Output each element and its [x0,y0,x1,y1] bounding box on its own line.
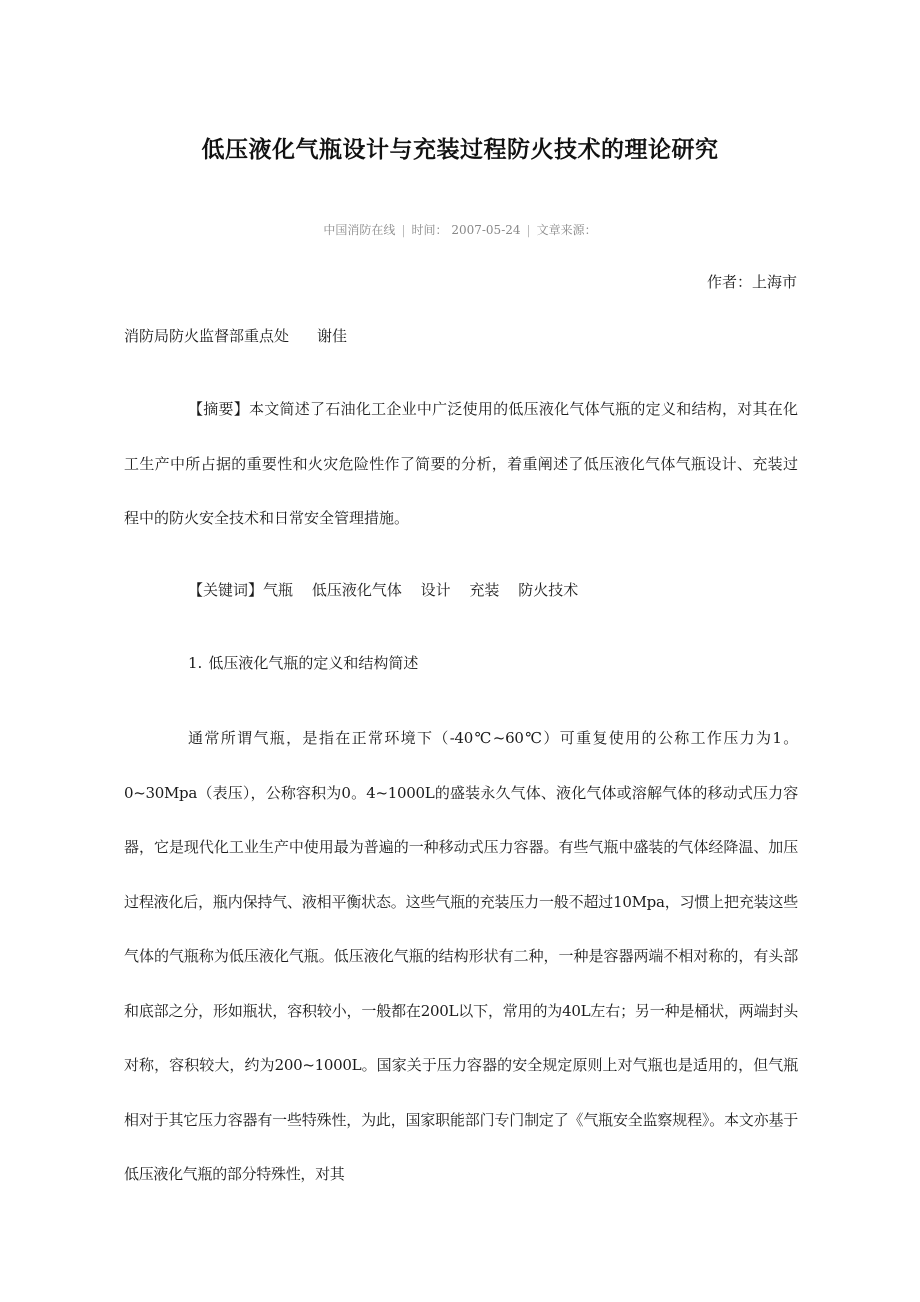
keywords-label: 【关键词】 [188,581,264,599]
keyword: 气瓶 [263,581,294,599]
keyword: 设计 [420,581,451,599]
keywords [188,579,592,600]
abstract: 【摘要】本文简述了石油化工企业中广泛使用的低压液化气体气瓶的定义和结构，对其在化工生产中所占据的重要性和火灾危险性作了简要的分析，着重阐述了低压液化气体气瓶设计、充装过程中的防火安全技术和日常安全管理措施。 [124,400,798,527]
meta-separator: | [526,223,531,237]
section-number: 1. [188,654,203,672]
article-meta [0,221,920,238]
author-affiliation [124,325,347,346]
section-heading [188,652,418,673]
section-title: 低压液化气瓶的定义和结构简述 [208,654,419,672]
department: 消防局防火监督部重点处 [124,327,290,345]
keyword: 低压液化气体 [311,581,402,599]
page-title: 低压液化气瓶设计与充装过程防火技术的理论研究 [201,137,719,163]
meta-source: 中国消防在线 [323,223,396,237]
body-paragraph: 通常所谓气瓶，是指在正常环境下（-40℃~60℃）可重复使用的公称工作压力为1。0~30Mpa（表压），公称容积为0。4~1000L的盛装永久气体、液化气体或溶解气体的移动式压力容器，它是现代化工业生产中使用最为普遍的一种移动式压力容器。有些气瓶中盛装的气体经降温、加压过程液化后，瓶内保持气、液相平衡状态。这些气瓶的充装压力一般不超过10Mpa，习惯上把充装这些气体的气瓶称为低压液化气瓶。低压液化气瓶的结构形状有二种，一种是容器两端不相对称的，有头部和底部之分，形如瓶状，容积较小，一般都在200L以下，常用的为40L左右；另一种是桶状，两端封头对称，容积较大，约为200~1000L。国家关于压力容器的安全规定原则上对气瓶也是适用的，但气瓶相对于其它压力容器有一些特殊性，为此，国家职能部门专门制定了《气瓶安全监察规程》。本文亦基于低压液化气瓶的部分特殊性，对其 [124,729,798,1183]
author-name: 谢佳 [317,327,348,345]
keyword: 充装 [469,581,500,599]
meta-date: 2007-05-24 [451,223,521,237]
author-line: 作者：上海市 [706,273,797,291]
meta-separator: | [401,223,406,237]
meta-origin-label: 文章来源： [536,223,597,237]
meta-time-label: 时间： [411,223,448,237]
keyword: 防火技术 [518,581,579,599]
